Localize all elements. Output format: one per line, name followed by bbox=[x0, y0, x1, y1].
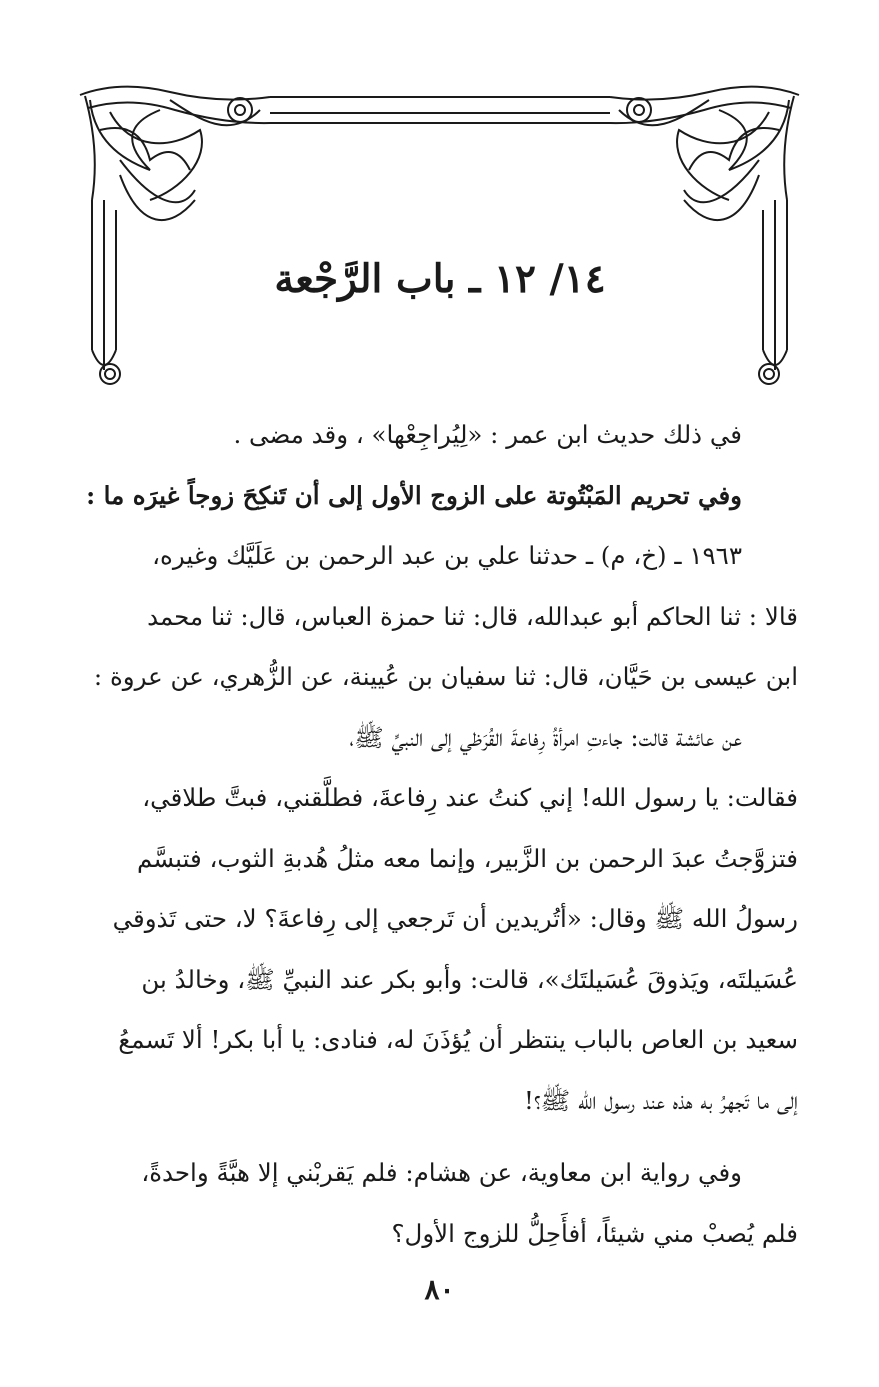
text-line: قالا : ثنا الحاكم أبو عبدالله، قال: ثنا حمزة العباس، قال: ثنا محمد bbox=[147, 601, 798, 631]
main-text bbox=[82, 405, 798, 1264]
text-line: إلى ما تَجهرُ به هذه عند رسول الله ﷺ؟! bbox=[524, 1085, 798, 1115]
text-line: وفي رواية ابن معاوية، عن هشام: فلم يَقربْني إلا هبَّةً واحدةً، bbox=[141, 1158, 742, 1187]
text-line: عن عائشة قالت: جاءتِ امرأةُ رِفاعةَ القُرَظي إلى النبيِّ ﷺ، bbox=[349, 722, 742, 752]
page-number: ٨٠ bbox=[424, 1273, 455, 1306]
chapter-title: ١٤/ ١٢ ـ باب الرَّجْعة bbox=[274, 256, 606, 302]
text-line: سعيد بن العاص بالباب ينتظر أن يُؤذَنَ له، فنادى: يا أبا بكر! ألا تَسمعُ bbox=[118, 1025, 798, 1054]
ornamental-frame-icon bbox=[0, 0, 879, 400]
text-line: عُسَيلتَه، ويَذوقَ عُسَيلتَك»، قالت: وأبو بكر عند النبيِّ ﷺ، وخالدُ بن bbox=[141, 964, 798, 994]
text-line: في ذلك حديث ابن عمر : «لِيُراجِعْها» ، وقد مضى . bbox=[233, 420, 742, 449]
text-line: ١٩٦٣ ـ (خ، م) ـ حدثنا علي بن عبد الرحمن بن عَلَيَّك وغيره، bbox=[152, 541, 742, 570]
text-line: فقالت: يا رسول الله! إني كنتُ عند رِفاعةَ، فطلَّقني، فبتَّ طلاقي، bbox=[142, 783, 798, 812]
text-line: رسولُ الله ﷺ وقال: «أتُريدين أن تَرجعي إلى رِفاعةَ؟ لا، حتى تَذوقي bbox=[112, 904, 798, 933]
text-line: وفي تحريم المَبْتُوتة على الزوج الأول إلى أن تَنكِحَ زوجاً غيرَه ما : bbox=[86, 480, 742, 510]
text-line: فتزوَّجتُ عبدَ الرحمن بن الزَّبير، وإنما معه مثلُ هُدبةِ الثوب، فتبسَّم bbox=[137, 843, 798, 873]
text-line: ابن عيسى بن حَيَّان، قال: ثنا سفيان بن عُيينة، عن الزُّهري، عن عروة : bbox=[93, 662, 798, 691]
text-line: فلم يُصبْ مني شيئاً، أفأَحِلُّ للزوج الأول؟ bbox=[391, 1218, 798, 1248]
